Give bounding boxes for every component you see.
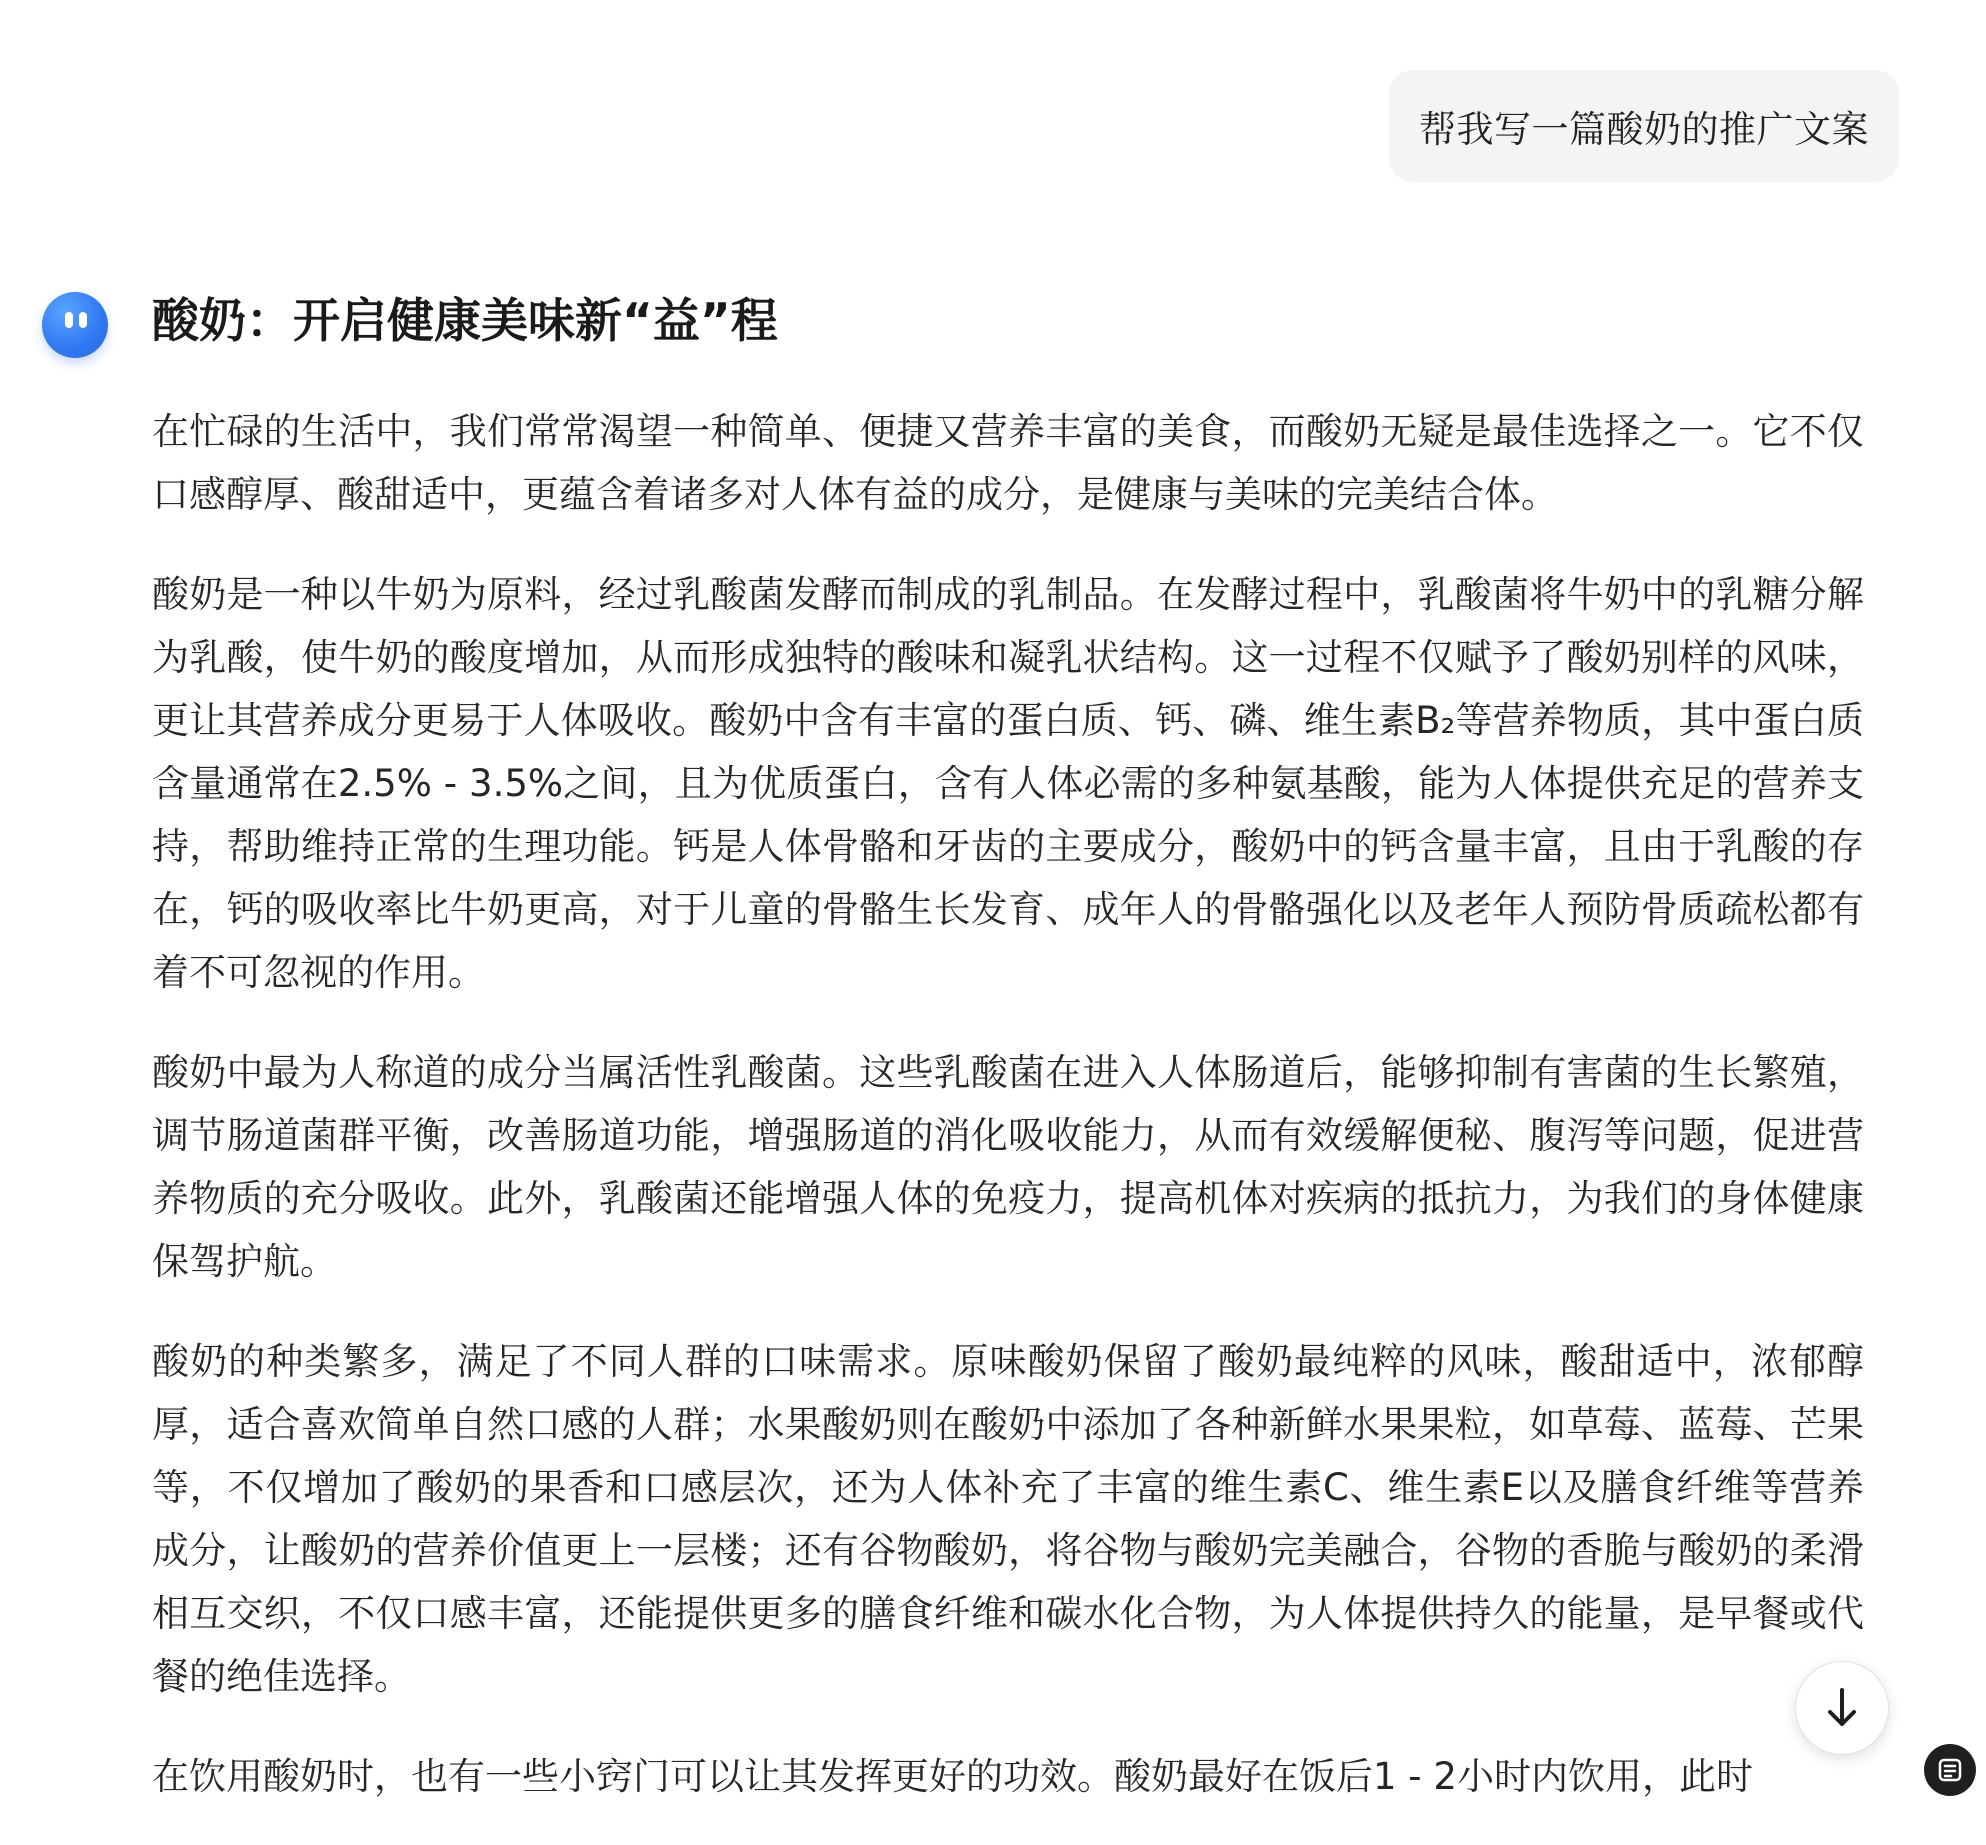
avatar-left-eye [65,312,73,328]
smiley-face-icon [42,292,108,358]
reply-title: 酸奶：开启健康美味新“益”程 [152,294,778,349]
document-list-icon [1935,1755,1965,1785]
user-message-text: 帮我写一篇酸奶的推广文案 [1419,108,1869,151]
reply-paragraph: 酸奶的种类繁多，满足了不同人群的口味需求。原味酸奶保留了酸奶最纯粹的风味，酸甜适中，浓郁醇厚，适合喜欢简单自然口感的人群；水果酸奶则在酸奶中添加了各种新鲜水果果粒，如草莓、蓝莓、芒果等，不仅增加了酸奶的果香和口感层次，还为人体补充了丰富的维生素C、维生素E以及膳食纤维等营养成分，让酸奶的营养价值更上一层楼；还有谷物酸奶，将谷物与酸奶完美融合，谷物的香脆与酸奶的柔滑相互交织，不仅口感丰富，还能提供更多的膳食纤维和碳水化合物，为人体提供持久的能量，是早餐或代餐的绝佳选择。 [152,1340,1864,1698]
avatar-right-eye [79,312,87,328]
corner-tool-button[interactable] [1924,1744,1976,1796]
reply-paragraph: 酸奶是一种以牛奶为原料，经过乳酸菌发酵而制成的乳制品。在发酵过程中，乳酸菌将牛奶中的乳糖分解为乳酸，使牛奶的酸度增加，从而形成独特的酸味和凝乳状结构。这一过程不仅赋予了酸奶别样的风味，更让其营养成分更易于人体吸收。酸奶中含有丰富的蛋白质、钙、磷、维生素B₂等营养物质，其中蛋白质含量通常在2.5% - 3.5%之间，且为优质蛋白，含有人体必需的多种氨基酸，能为人体提供充足的营养支持，帮助维持正常的生理功能。钙是人体骨骼和牙齿的主要成分，酸奶中的钙含量丰富，且由于乳酸的存在，钙的吸收率比牛奶更高，对于儿童的骨骼生长发育、成年人的骨骼强化以及老年人预防骨质疏松都有着不可忽视的作用。 [152,573,1864,994]
user-message-bubble [1389,70,1899,182]
reply-paragraph: 酸奶中最为人称道的成分当属活性乳酸菌。这些乳酸菌在进入人体肠道后，能够抑制有害菌的生长繁殖，调节肠道菌群平衡，改善肠道功能，增强肠道的消化吸收能力，从而有效缓解便秘、腹泻等问题，促进营养物质的充分吸收。此外，乳酸菌还能增强人体的免疫力，提高机体对疾病的抵抗力，为我们的身体健康保驾护航。 [152,1051,1864,1283]
reply-paragraph: 在饮用酸奶时，也有一些小窍门可以让其发挥更好的功效。酸奶最好在饭后1 - 2小时内饮用，此时 [152,1755,1753,1798]
reply-paragraph: 在忙碌的生活中，我们常常渴望一种简单、便捷又营养丰富的美食，而酸奶无疑是最佳选择之一。它不仅口感醇厚、酸甜适中，更蕴含着诸多对人体有益的成分，是健康与美味的完美结合体。 [152,410,1864,516]
arrow-down-icon [1823,1686,1861,1730]
scroll-down-button[interactable] [1795,1661,1889,1755]
reply-body [152,400,1864,1845]
